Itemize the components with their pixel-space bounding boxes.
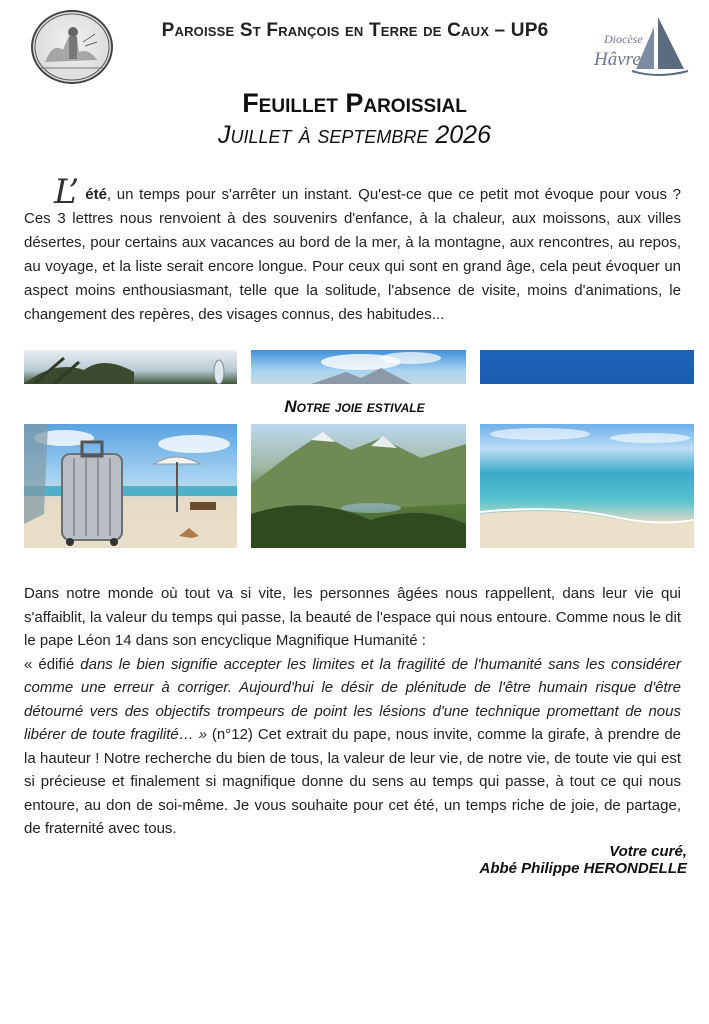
palm-beach-strip — [24, 350, 237, 384]
pope-quote: dans le bien signifie accepter les limites et la fragilité de l'humanité sans les considérer comme une erreur à corriger. Aujourd'hui le désir de plénitude de l'être humain risque d'être détourné vers des objectifs trompeurs de point les lésions d'une technique promettant de nous libérer de toute fragilité… » — [24, 655, 682, 743]
signature-title: Votre curé, — [609, 843, 687, 860]
diocese-logo — [588, 13, 693, 78]
drop-cap: L’ — [54, 172, 80, 212]
section-heading: Notre joie estivale — [284, 397, 425, 416]
page-subtitle: Juillet à septembre 2026 — [217, 121, 491, 149]
body-text-1: Dans notre monde où tout va si vite, les personnes âgées nous rappellent, dans leur vie qui s'affaiblit, la valeur du temps qui passe, la beauté de l'espace qui nous entoure. Comme nous le dit le pape Léon 14 dans son encyclique Magnifique Humanité : — [24, 585, 681, 649]
body-text-2: Cet extrait du pape, nous invite, comme la girafe, à prendre de la hauteur ! Notre recherche du bien de tous, la valeur de leur vie, de notre vie, de toute vie qui est si précieuse et finalement si magnifique donne du sens au temps qui passe, à tout ce qui nous entoure, au don de soi-même. Je vous souhaite pour cet été, un temps riche de joie, de partage, de fraternité avec tous. — [24, 726, 682, 837]
quote-reference: (n°12) — [207, 726, 253, 743]
parish-logo — [31, 10, 113, 84]
parish-name: Paroisse St François en Terre de Caux – UP6 — [161, 20, 549, 41]
mountain-sky-strip — [251, 350, 466, 384]
signature-name: Abbé Philippe HERONDELLE — [479, 860, 687, 877]
intro-paragraph — [24, 172, 681, 327]
suitcase-beach-photo — [24, 424, 237, 548]
intro-first-word: été — [85, 186, 107, 203]
intro-text: , un temps pour s'arrêter un instant. Qu'est-ce que ce petit mot évoque pour vous ? Ces 3 lettres nous renvoient à des souvenirs d'enfance, à la chaleur, aux moissons, aux villes désertes, pour certains aux vacances au bord de la mer, à la montagne, aux rencontres, au repos, au voyage, et la liste serait encore longue. Pour ceux qui sont en grand âge, cela peut évoquer un aspect moins enthousiasmant, telle que la solitude, l'absence de visite, moins d'animations, le changement des repères, des visages connus, des habitudes... — [24, 186, 681, 323]
quote-open: « édifié — [24, 655, 75, 673]
page-title: Feuillet Paroissial — [242, 88, 467, 118]
tropical-sea-photo — [480, 424, 694, 548]
green-mountains-photo — [251, 424, 466, 548]
diocese-logo-line1: Diocèse — [604, 32, 643, 46]
body-paragraph — [24, 582, 681, 841]
blue-sky-strip — [480, 350, 694, 384]
diocese-logo-line2: Hâvre — [594, 49, 641, 70]
saint-engraving-icon — [33, 12, 111, 82]
